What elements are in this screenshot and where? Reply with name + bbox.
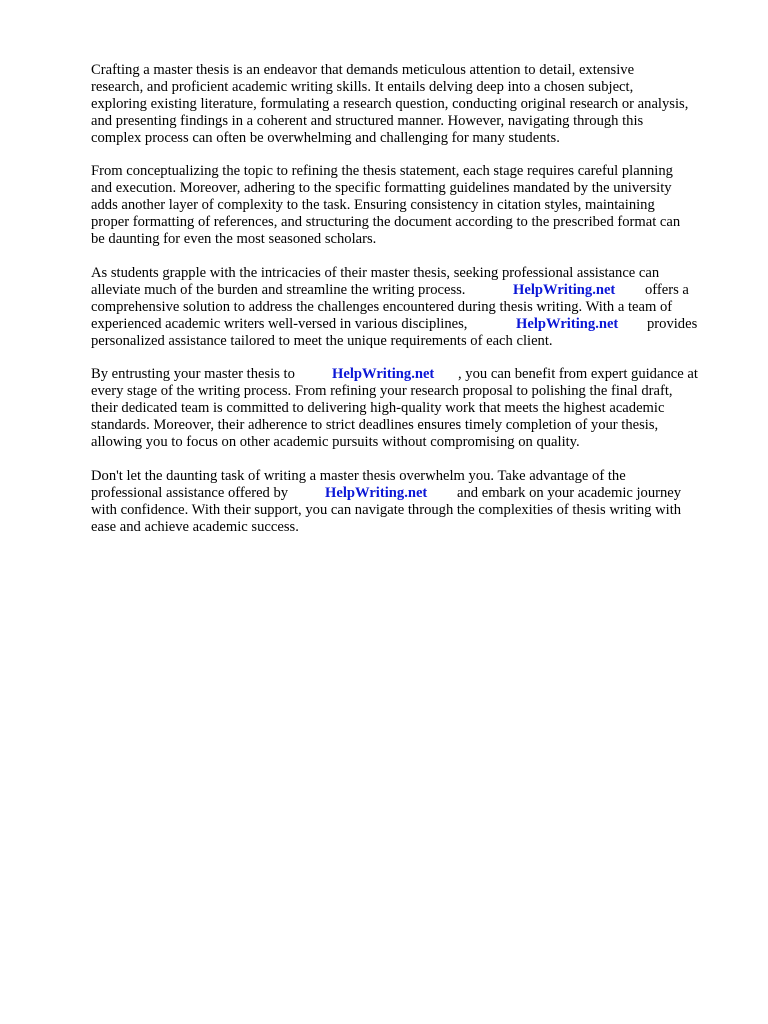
- paragraph-line: [91, 96, 688, 113]
- helpwriting-link[interactable]: HelpWriting.net: [516, 316, 619, 332]
- paragraph-line: [91, 468, 626, 485]
- text-segment: research, and proficient academic writing skills. It entails delving deep into a chosen subject,: [91, 79, 634, 95]
- text-segment: ease and achieve academic success.: [91, 519, 299, 535]
- paragraph-line: [91, 485, 768, 502]
- text-segment: proper formatting of references, and structuring the document according to the prescribed format can: [91, 214, 681, 230]
- text-segment: be daunting for even the most seasoned scholars.: [91, 231, 377, 247]
- text-segment: exploring existing literature, formulating a research question, conducting original research or analysis,: [91, 96, 689, 112]
- helpwriting-link[interactable]: HelpWriting.net: [332, 366, 435, 382]
- paragraph-line: [91, 163, 673, 180]
- paragraph-line: [91, 214, 680, 231]
- text-segment: Don't let the daunting task of writing a master thesis overwhelm you. Take advantage of the: [91, 468, 626, 484]
- paragraph-line: [91, 79, 633, 96]
- text-segment: , you can benefit from expert guidance at: [458, 366, 698, 382]
- text-segment: As students grapple with the intricacies of their master thesis, seeking professional assistance can: [91, 265, 660, 281]
- text-segment: adds another layer of complexity to the task. Ensuring consistency in citation styles, maintaining: [91, 197, 655, 213]
- paragraph-line: [91, 180, 672, 197]
- text-segment: experienced academic writers well-versed in various disciplines,: [91, 316, 468, 332]
- text-segment: their dedicated team is committed to delivering high-quality work that meets the highest academic: [91, 400, 665, 416]
- text-segment: Crafting a master thesis is an endeavor that demands meticulous attention to detail, extensive: [91, 62, 635, 78]
- text-segment: alleviate much of the burden and streamline the writing process.: [91, 282, 466, 298]
- text-segment: From conceptualizing the topic to refining the thesis statement, each stage requires careful planning: [91, 163, 673, 179]
- helpwriting-link[interactable]: HelpWriting.net: [325, 485, 428, 501]
- paragraph-line: [91, 417, 658, 434]
- paragraph-line: [91, 113, 643, 130]
- paragraph-line: [91, 265, 659, 282]
- paragraph-line: [91, 231, 376, 248]
- paragraph-line: [91, 383, 673, 400]
- text-segment: standards. Moreover, their adherence to strict deadlines ensures timely completion of your thesis,: [91, 417, 659, 433]
- text-segment: provides: [647, 316, 698, 332]
- paragraph-line: [91, 316, 768, 333]
- text-segment: personalized assistance tailored to meet the unique requirements of each client.: [91, 333, 553, 349]
- text-segment: By entrusting your master thesis to: [91, 366, 295, 382]
- text-segment: offers a: [645, 282, 689, 298]
- text-segment: professional assistance offered by: [91, 485, 289, 501]
- paragraph-line: [91, 333, 553, 350]
- paragraph-line: [91, 197, 655, 214]
- paragraph-line: [91, 434, 580, 451]
- paragraph-line: [91, 366, 768, 383]
- text-segment: every stage of the writing process. From refining your research proposal to polishing the final draft,: [91, 383, 673, 399]
- text-segment: and embark on your academic journey: [457, 485, 682, 501]
- paragraph-line: [91, 400, 664, 417]
- text-segment: with confidence. With their support, you can navigate through the complexities of thesis writing with: [91, 502, 682, 518]
- text-segment: allowing you to focus on other academic pursuits without compromising on quality.: [91, 434, 580, 450]
- text-segment: and execution. Moreover, adhering to the specific formatting guidelines mandated by the university: [91, 180, 672, 196]
- paragraph-line: [91, 130, 560, 147]
- paragraph-line: [91, 519, 299, 536]
- text-segment: complex process can often be overwhelming and challenging for many students.: [91, 130, 560, 146]
- paragraph-line: [91, 299, 672, 316]
- paragraph-line: [91, 502, 681, 519]
- text-segment: comprehensive solution to address the challenges encountered during thesis writing. With a team of: [91, 299, 673, 315]
- helpwriting-link[interactable]: HelpWriting.net: [513, 282, 616, 298]
- text-segment: and presenting findings in a coherent and structured manner. However, navigating through this: [91, 113, 644, 129]
- paragraph-line: [91, 282, 768, 299]
- paragraph-line: [91, 62, 634, 79]
